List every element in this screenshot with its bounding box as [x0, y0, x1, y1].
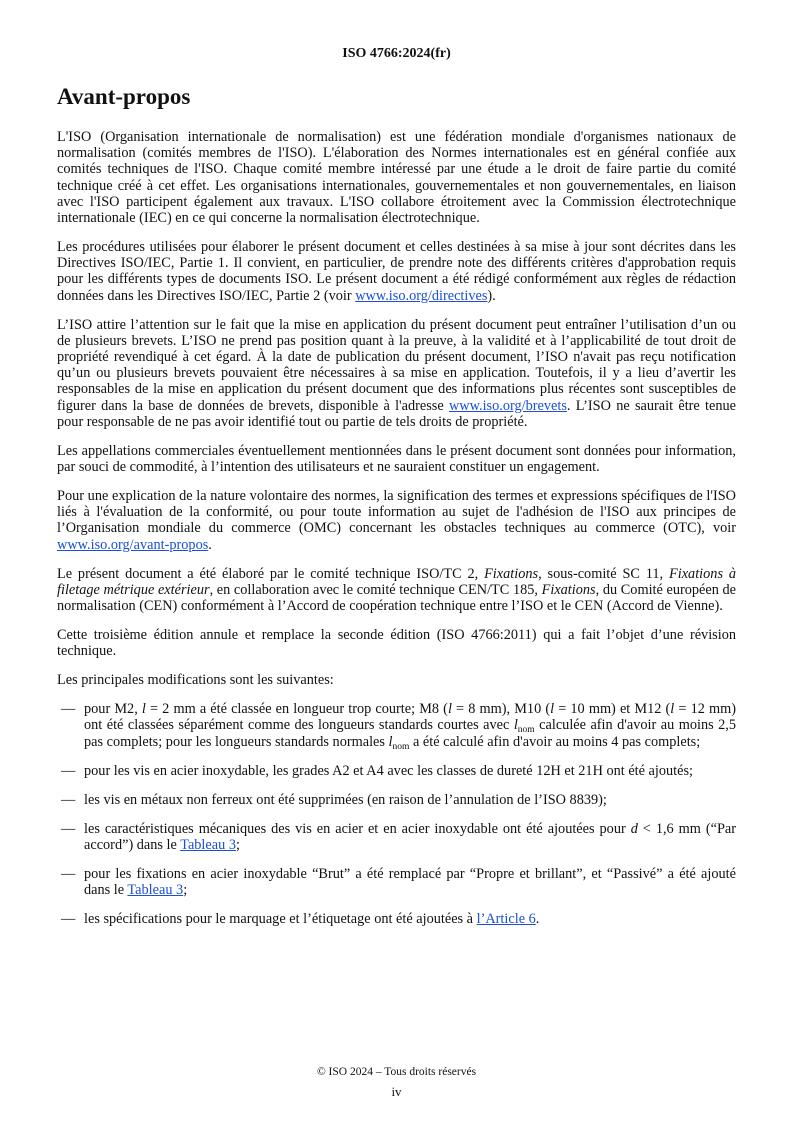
dash-bullet: —	[61, 820, 76, 837]
text-italic: Fixations à filetage métrique extérieur	[57, 565, 737, 598]
changes-list	[57, 701, 736, 927]
dash-bullet: —	[61, 911, 76, 928]
paragraph-patents	[57, 317, 736, 430]
document-body	[57, 129, 736, 940]
symbol-l: l	[388, 733, 393, 750]
text: Les procédures utilisées pour élaborer le présent document et celles destinées à sa mise à jour sont décrites dans les Directives ISO/IEC, Partie 1. Il convient, en particulier, de prendre note des différents critères d'approbation requis pour les différents types de documents ISO. Le présent document a été rédigé conformément aux règles de rédaction données dans les Directives ISO/IEC, Partie 2 (voir	[57, 239, 736, 304]
text: a été calculé afin d'avoir au moins 4 pas complets;	[409, 733, 701, 750]
list-item	[57, 763, 736, 779]
list-item	[57, 911, 736, 927]
link-article-6[interactable]: l’Article 6	[476, 911, 536, 928]
paragraph-procedures	[57, 239, 736, 304]
text: L’ISO attire l’attention sur le fait que la mise en application du présent document peut entraîner l’utilisation d’un ou de plusieurs brevets. L’ISO ne prend pas position quant à la preuve, à la validité et à l’applicabilité de tout droit de propriété revendiqué à cet égard. À la date de publication du présent document, l’ISO n'avait pas reçu notification qu’un ou plusieurs brevets pouvaient être nécessaires à sa mise en application. Toutefois, il y a lieu d’avertir les responsables de la mise en application du présent document que des informations plus récentes sont susceptibles de figurer dans la base de données de brevets, disponible à l'adresse	[57, 316, 736, 414]
text: les caractéristiques mécaniques des vis en acier et en acier inoxydable ont été ajoutées pour	[84, 820, 631, 837]
text: Le présent document a été élaboré par le comité technique ISO/TC 2,	[57, 565, 485, 582]
symbol-l: l	[141, 701, 146, 718]
paragraph-voluntary	[57, 488, 736, 553]
link-tableau-3[interactable]: Tableau 3	[180, 836, 236, 853]
paragraph-edition: Cette troisième édition annule et remplace la seconde édition (ISO 4766:2011) qui a fait l’objet d’une révision technique.	[57, 627, 736, 660]
list-item	[57, 866, 736, 898]
text: < 1,6 mm (“Par accord”) dans le	[84, 820, 737, 853]
dash-bullet: —	[61, 865, 76, 882]
subscript-nom: nom	[392, 741, 410, 752]
paragraph-iso-intro: L'ISO (Organisation internationale de normalisation) est une fédération mondiale d'organismes nationaux de normalisation (comités membres de l'ISO). L'élaboration des Normes internationales est en général confiée aux comités techniques de l'ISO. Chaque comité membre intéressé par une étude a le droit de faire partie du comité technique créé à cet effet. Les organisations internationales, gouvernementales et non gouvernementales, en liaison avec l'ISO participent également aux travaux. L'ISO collabore étroitement avec la Commission électrotechnique internationale (IEC) en ce qui concerne la normalisation électrotechnique.	[57, 129, 736, 227]
document-id-header: ISO 4766:2024(fr)	[342, 46, 451, 61]
page-number: iv	[391, 1084, 402, 1099]
text: .	[208, 536, 212, 553]
text: , en collaboration avec le comité technique CEN/TC 185,	[209, 581, 542, 598]
list-item	[57, 821, 736, 853]
text: = 2 mm a été classée en longueur trop courte; M8 (	[145, 701, 448, 718]
copyright-footer: © ISO 2024 – Tous droits réservés	[316, 1066, 477, 1078]
link-avant-propos[interactable]: www.iso.org/avant-propos	[57, 536, 209, 553]
symbol-l: l	[670, 701, 675, 718]
text: les vis en métaux non ferreux ont été supprimées (en raison de l’annulation de l’ISO 8839);	[84, 791, 607, 808]
text: ).	[487, 287, 496, 304]
text: , sous-comité SC 11,	[538, 565, 669, 582]
link-tableau-3[interactable]: Tableau 3	[127, 882, 184, 899]
list-item	[57, 792, 736, 808]
subscript-nom: nom	[517, 725, 535, 736]
text: .	[535, 911, 540, 928]
text: calculée afin d'avoir au moins 2,5 pas complets; pour les longueurs standards normales	[84, 717, 736, 750]
link-directives[interactable]: www.iso.org/directives	[355, 287, 488, 304]
paragraph-changes-intro: Les principales modifications sont les suivantes:	[57, 672, 334, 689]
paragraph-trade-names: Les appellations commerciales éventuellement mentionnées dans le présent document sont données pour information, par souci de commodité, à l’intention des utilisateurs et ne sauraient constituer un engagement.	[57, 442, 736, 476]
text: les spécifications pour le marquage et l’étiquetage ont été ajoutées à	[84, 911, 477, 928]
symbol-d: d	[630, 820, 638, 837]
list-item	[57, 701, 736, 750]
text: pour les vis en acier inoxydable, les grades A2 et A4 avec les classes de dureté 12H et 21H ont été ajoutés;	[84, 762, 694, 779]
text: , du Comité européen de normalisation (CEN) conformément à l’Accord de coopération technique entre l’ISO et le CEN (Accord de Vienne).	[57, 581, 737, 615]
text: . L’ISO ne saurait être tenue pour responsable de ne pas avoir identifié tout ou partie de tels droits de propriété.	[57, 397, 737, 430]
dash-bullet: —	[61, 762, 76, 779]
text-italic: Fixations	[541, 581, 596, 598]
text: = 10 mm) et M12 (	[554, 701, 671, 718]
symbol-l: l	[447, 701, 452, 718]
dash-bullet: —	[61, 791, 76, 808]
text: Pour une explication de la nature volontaire des normes, la signification des termes et expressions spécifiques de l'ISO liés à l'évaluation de la conformité, ou pour toute information au sujet de l'adhésion de l'ISO aux principes de l’Organisation mondiale du commerce (OMC) concernant les obstacles techniques au commerce (OTC), voir	[57, 488, 736, 537]
text: pour les fixations en acier inoxydable “Brut” a été remplacé par “Propre et brillant”, et “Passivé” a été ajouté dans le	[84, 865, 736, 899]
page-title: Avant-propos	[57, 84, 191, 109]
text: pour M2,	[84, 701, 142, 718]
dash-bullet: —	[61, 701, 76, 718]
paragraph-committee	[57, 566, 736, 615]
text: = 12 mm) ont été classées séparément comme des longueurs standards courtes avec	[84, 701, 736, 734]
symbol-l: l	[513, 717, 518, 734]
link-brevets[interactable]: www.iso.org/brevets	[448, 397, 567, 414]
text-italic: Fixations	[484, 565, 539, 582]
text: = 8 mm), M10 (	[451, 701, 551, 718]
text: ;	[183, 882, 188, 899]
symbol-l: l	[550, 701, 555, 718]
text: ;	[235, 836, 240, 853]
